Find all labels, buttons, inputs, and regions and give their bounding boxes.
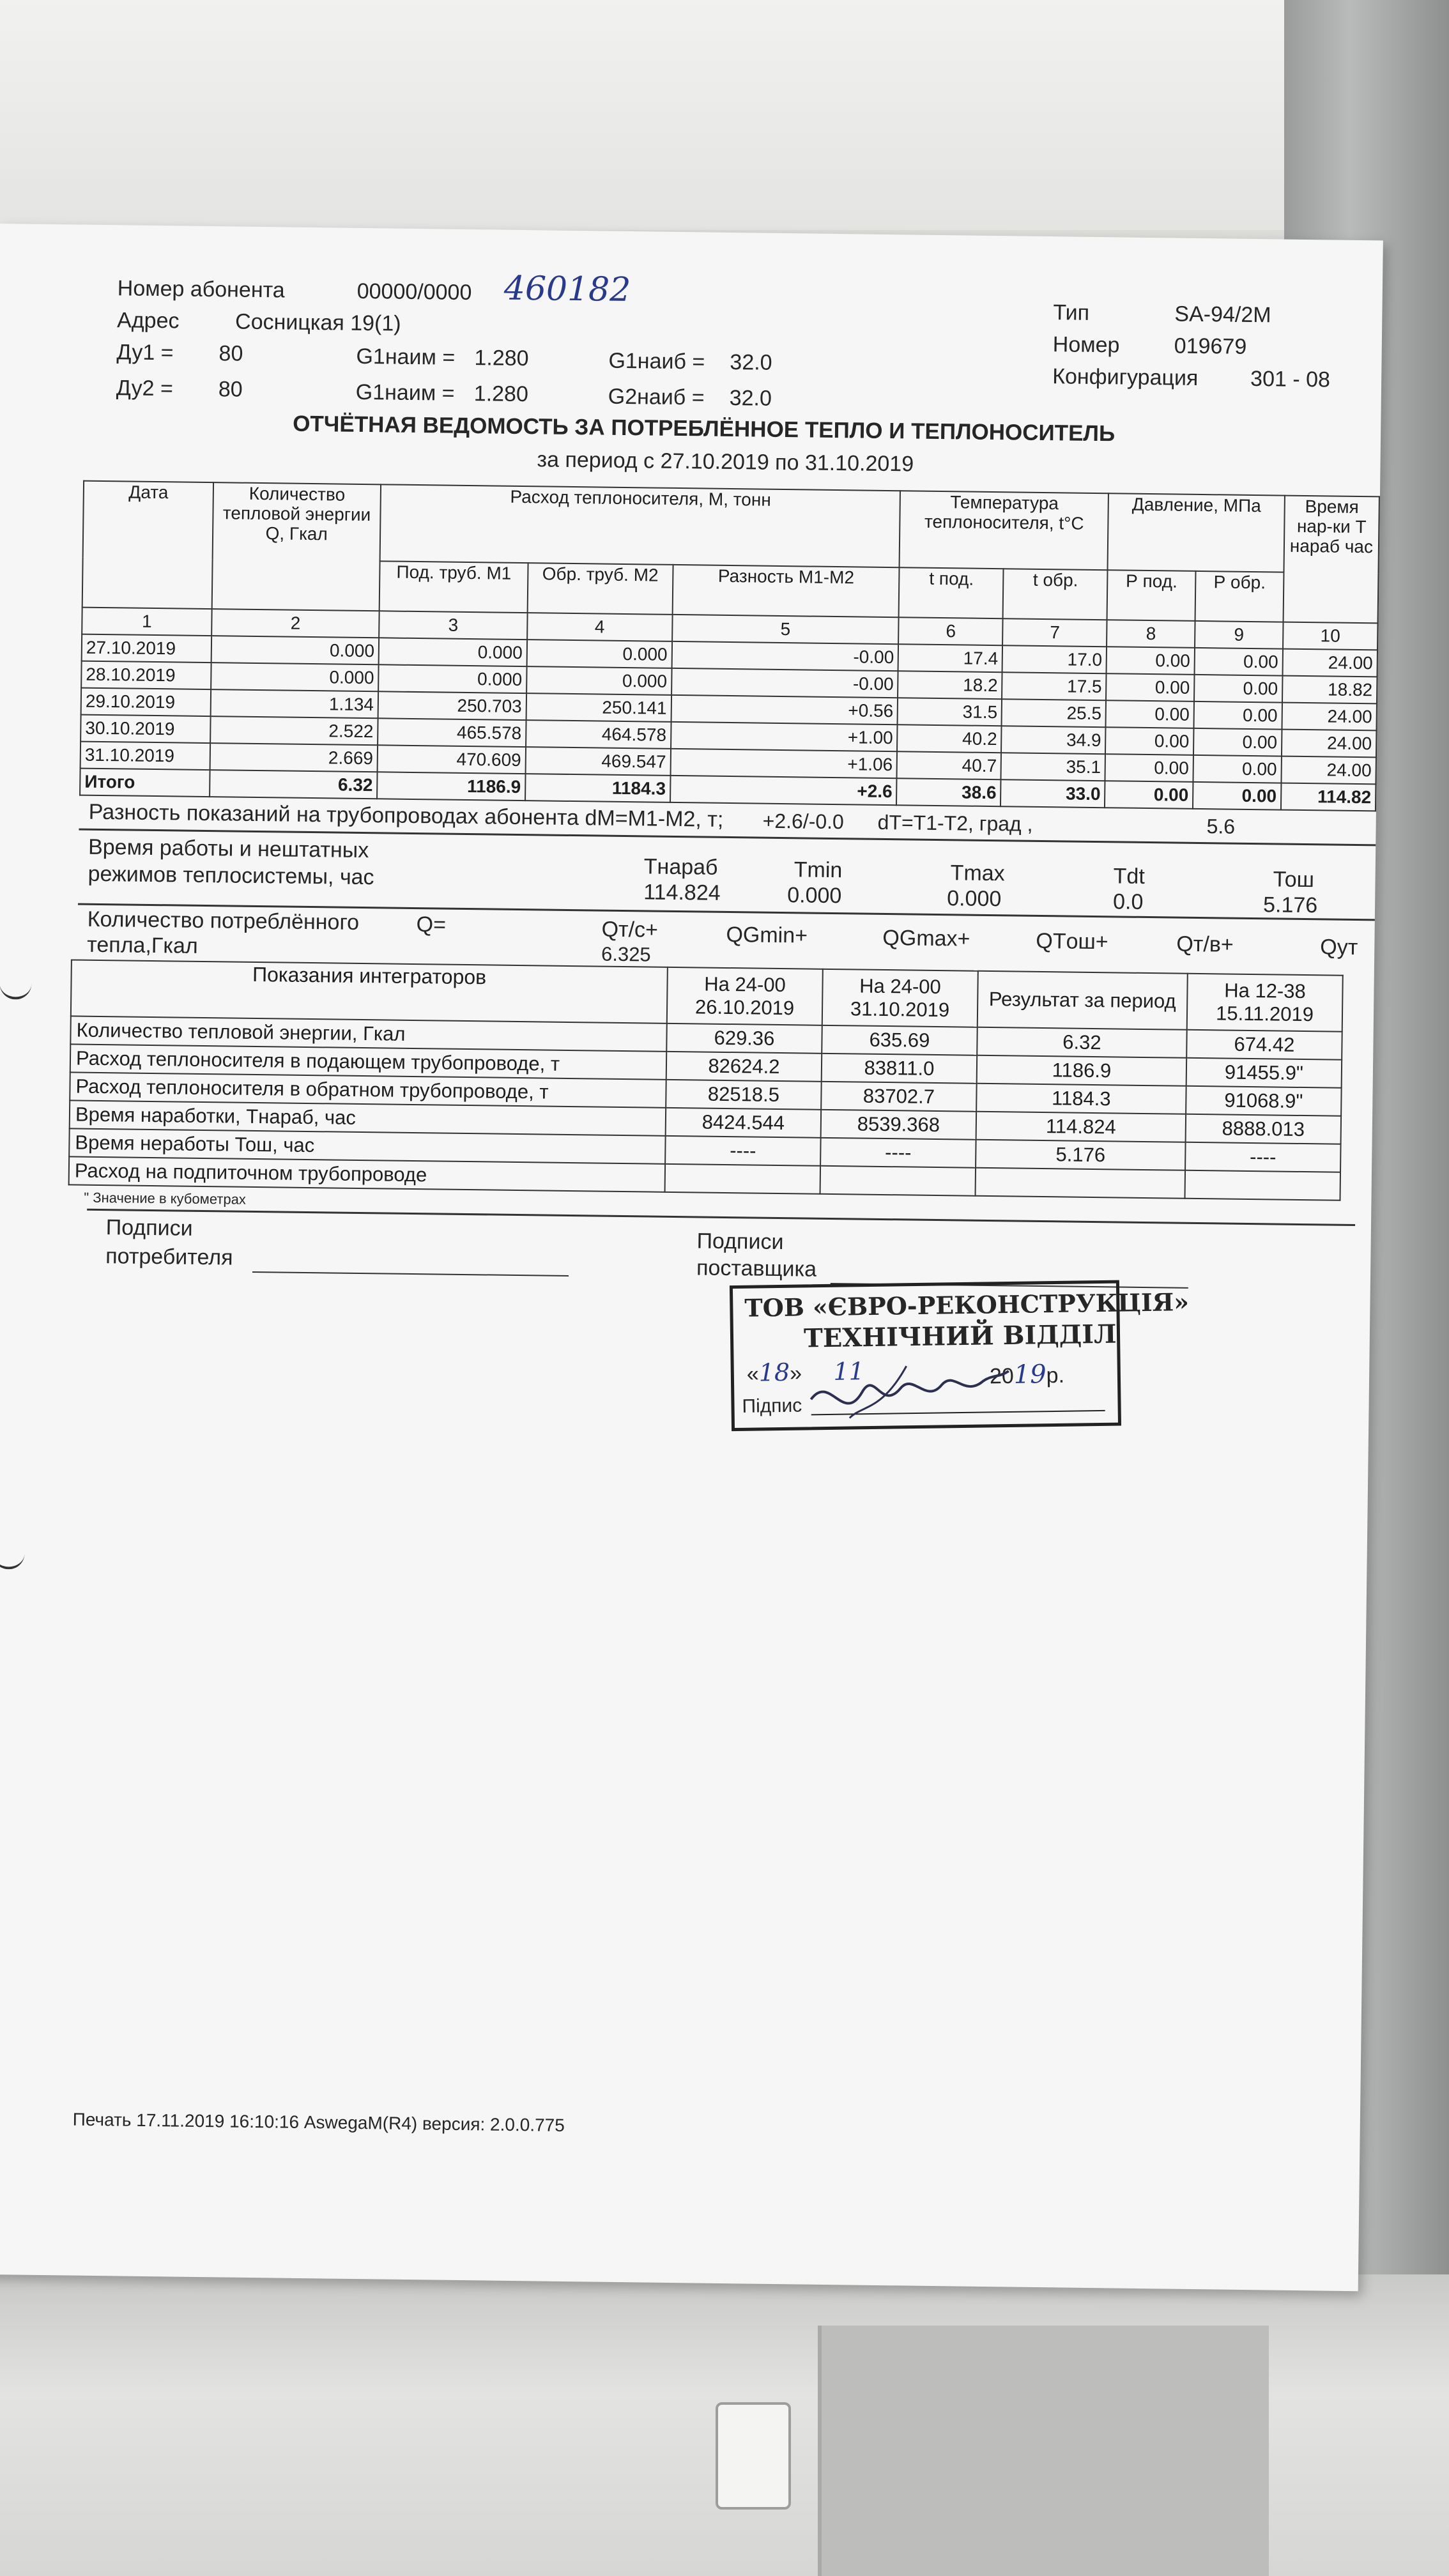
g1min2-label: G1наим =: [355, 379, 455, 406]
col-number: 7: [1002, 618, 1107, 647]
total-p-supply: 0.00: [1105, 781, 1193, 809]
header-t-return: t обр.: [1003, 569, 1108, 620]
worktime-label-2: режимов теплосистемы, час: [88, 861, 374, 890]
supplier-signature-label: Подписи: [696, 1229, 784, 1255]
diff-value: +2.6/-0.0: [762, 809, 845, 834]
address-label: Адрес: [116, 308, 180, 334]
integrator-v3: [976, 1168, 1186, 1199]
col-number: 3: [379, 611, 527, 640]
col-number: 4: [527, 613, 672, 641]
header-t-supply: t под.: [899, 567, 1004, 618]
integrator-label: Время наработки, Тнараб, час: [70, 1100, 666, 1135]
stamp-year-end: р.: [1046, 1363, 1065, 1388]
integrator-label: Количество тепловой энергии, Гкал: [70, 1016, 666, 1051]
cell-q: 2.522: [210, 716, 378, 745]
integrator-label: Время неработы Тош, час: [69, 1128, 665, 1163]
qtc-value: 6.325: [601, 942, 651, 966]
cell-p-return: 0.00: [1193, 728, 1282, 756]
daily-table: [79, 480, 1380, 812]
qut-label: Qут: [1320, 935, 1358, 960]
tdt-value: 0.0: [1112, 889, 1144, 914]
tmax-value: 0.000: [946, 886, 1002, 912]
qgmax-label: QGmax+: [882, 925, 970, 951]
du1-value: 80: [218, 341, 243, 366]
dt-label: dT=T1-T2, град ,: [877, 810, 1033, 836]
integrator-v1: 82518.5: [666, 1080, 822, 1110]
header-p-return: Р обр.: [1195, 571, 1284, 622]
wall-background: [0, 0, 1284, 230]
stamp-year-suffix: 19: [1013, 1360, 1046, 1390]
integrator-label: Расход теплоносителя в обратном трубопроводе, т: [70, 1072, 666, 1107]
cell-p-return: 0.00: [1195, 648, 1283, 676]
col-number: 8: [1107, 620, 1195, 648]
q-label: Q=: [416, 912, 447, 937]
stamp-date: «18» 11: [746, 1357, 865, 1387]
tnarab-value: 114.824: [643, 880, 721, 905]
integrator-v2: ----: [820, 1138, 976, 1168]
header-flow: Расход теплоносителя, М, тонн: [380, 484, 901, 567]
cell-worktime: 24.00: [1282, 703, 1377, 731]
cell-diff: +0.56: [671, 695, 898, 724]
cell-p-supply: 0.00: [1105, 754, 1193, 782]
g2max-label: G2наиб =: [608, 384, 705, 410]
header-temperature: Температура теплоносителя, t°C: [900, 491, 1108, 570]
cell-p-return: 0.00: [1194, 702, 1282, 730]
integrators-col-result: Результат за период: [977, 971, 1188, 1030]
device-type-value: SA-94/2M: [1174, 302, 1271, 328]
dt-value: 5.6: [1206, 815, 1236, 838]
col-number: 2: [211, 609, 379, 638]
punch-mark: [0, 1552, 25, 1570]
cell-p-supply: 0.00: [1107, 647, 1195, 675]
total-m2: 1184.3: [525, 774, 670, 802]
cell-q: 1.134: [211, 689, 379, 718]
header-worktime: Время нар-ки Т нараб час: [1283, 496, 1379, 624]
total-t-return: 33.0: [1000, 779, 1105, 808]
tdt-label: Tdt: [1113, 864, 1146, 889]
supplier-signature-label-2: поставщика: [696, 1255, 817, 1282]
du2-label: Ду2 =: [116, 376, 174, 401]
diff-label: Разность показаний на трубопроводах абонента dM=M1-M2, т;: [88, 799, 724, 832]
cell-date: 31.10.2019: [80, 742, 211, 770]
report-title: ОТЧЁТНАЯ ВЕДОМОСТЬ ЗА ПОТРЕБЛЁННОЕ ТЕПЛО И ТЕПЛОНОСИТЕЛЬ: [292, 411, 1116, 447]
footnote: " Значение в кубометрах: [84, 1189, 247, 1208]
col-number: 1: [82, 608, 212, 636]
cell-p-supply: 0.00: [1106, 700, 1194, 728]
integrator-v2: 83702.7: [821, 1082, 977, 1112]
integrator-v4: ----: [1185, 1142, 1341, 1172]
cell-worktime: 18.82: [1282, 676, 1377, 704]
cell-diff: +1.06: [670, 749, 897, 778]
header-m1: Под. труб. М1: [379, 561, 528, 613]
cell-t-return: 35.1: [1001, 753, 1105, 781]
integrator-v1: 82624.2: [666, 1052, 822, 1082]
stamp-department: ТЕХНІЧНИЙ ВІДДІЛ: [803, 1319, 1117, 1354]
qtv-label: Qт/в+: [1176, 931, 1234, 957]
cell-m1: 470.609: [378, 745, 526, 774]
g1max-value: 32.0: [730, 349, 772, 375]
cell-date: 29.10.2019: [81, 688, 211, 716]
header-diff: Разность М1-М2: [672, 565, 900, 617]
total-m1: 1186.9: [377, 772, 525, 801]
cell-m2: 250.141: [526, 693, 671, 722]
cell-m2: 0.000: [526, 640, 671, 668]
cell-q: 0.000: [211, 636, 379, 664]
header-m2: Обр. труб. М2: [528, 563, 673, 615]
integrator-v4: 674.42: [1186, 1030, 1342, 1060]
cell-t-supply: 31.5: [898, 698, 1002, 726]
col-number: 9: [1195, 621, 1283, 649]
integrator-v3: 5.176: [976, 1140, 1186, 1170]
divider: [87, 1209, 1355, 1226]
cell-worktime: 24.00: [1282, 649, 1377, 677]
device-number-label: Номер: [1052, 332, 1120, 358]
subscriber-label: Номер абонента: [117, 276, 285, 303]
tmax-label: Tmax: [950, 861, 1005, 886]
integrators-col-start: На 24-00 26.10.2019: [667, 967, 823, 1025]
printer-slot: [818, 2326, 1269, 2576]
consumer-signature-label-2: потребителя: [105, 1244, 233, 1270]
config-label: Конфигурация: [1052, 364, 1199, 390]
integrator-v3: 6.32: [977, 1027, 1187, 1058]
device-number-value: 019679: [1174, 334, 1247, 359]
stamp-company: ТОВ «ЄВРО-РЕКОНСТРУКЦІЯ»: [744, 1287, 1190, 1322]
cell-m2: 464.578: [526, 720, 671, 749]
col-number: 5: [672, 615, 899, 644]
integrator-v1: 8424.544: [666, 1108, 822, 1138]
cell-m1: 465.578: [378, 718, 526, 747]
du2-value: 80: [218, 377, 243, 402]
total-diff: +2.6: [670, 776, 897, 805]
total-t-supply: 38.6: [896, 778, 1000, 806]
integrator-label: Расход теплоносителя в подающем трубопроводе, т: [70, 1044, 666, 1079]
cell-p-supply: 0.00: [1106, 673, 1194, 702]
integrator-v1: ----: [665, 1136, 821, 1166]
integrator-v2: 8539.368: [821, 1110, 977, 1140]
cell-p-return: 0.00: [1193, 755, 1282, 783]
g1min2-value: 1.280: [473, 381, 529, 407]
col-number: 10: [1283, 622, 1378, 650]
stamp-day: 18: [758, 1358, 790, 1387]
cell-date: 28.10.2019: [81, 661, 211, 689]
cell-t-supply: 18.2: [898, 671, 1002, 699]
department-stamp: [730, 1280, 1190, 1431]
integrators-col-end: На 24-00 31.10.2019: [822, 969, 978, 1027]
cell-m2: 469.547: [525, 747, 670, 776]
cell-t-supply: 40.2: [897, 724, 1001, 753]
stamp-month: 11: [833, 1357, 865, 1386]
cell-t-return: 17.0: [1002, 645, 1107, 673]
cell-worktime: 24.00: [1282, 730, 1377, 758]
cell-p-supply: 0.00: [1105, 727, 1193, 755]
total-label: Итого: [80, 769, 210, 797]
total-worktime: 114.82: [1281, 783, 1376, 811]
stamp-year-prefix: 20: [989, 1363, 1015, 1389]
cell-date: 30.10.2019: [80, 715, 211, 743]
config-value: 301 - 08: [1250, 366, 1331, 392]
qtc-label: Qт/с+: [601, 917, 659, 942]
cell-t-supply: 40.7: [897, 751, 1001, 779]
report-period: за период с 27.10.2019 по 31.10.2019: [537, 447, 914, 477]
integrator-v3: 114.824: [976, 1112, 1186, 1142]
g1min-label: G1наим =: [356, 344, 456, 370]
integrator-v4: 91455.9": [1186, 1058, 1342, 1088]
cell-m2: 0.000: [526, 666, 671, 695]
worktime-label: Время работы и нештатных: [88, 834, 369, 863]
cell-diff: +1.00: [671, 722, 898, 751]
total-p-return: 0.00: [1193, 782, 1281, 810]
cell-diff: -0.00: [671, 641, 898, 671]
handwritten-subscriber-number: 460182: [503, 269, 631, 310]
cell-t-return: 17.5: [1002, 672, 1106, 700]
cell-m1: 250.703: [378, 691, 526, 720]
integrator-v2: 83811.0: [822, 1054, 977, 1084]
cell-date: 27.10.2019: [82, 634, 212, 663]
g1min-value: 1.280: [474, 346, 529, 371]
consumer-signature-label: Подписи: [105, 1215, 193, 1241]
integrator-v2: 635.69: [822, 1025, 977, 1055]
header-date: Дата: [82, 481, 213, 609]
tmin-value: 0.000: [787, 883, 842, 908]
header-heat-q: Количество тепловой энергии Q, Гкал: [212, 482, 381, 611]
device-type-label: Тип: [1053, 300, 1090, 325]
cell-p-return: 0.00: [1194, 675, 1282, 703]
heat-consumed-label-2: тепла,Гкал: [86, 932, 198, 958]
tosh-label: Тош: [1273, 867, 1315, 893]
qgmin-label: QGmin+: [726, 922, 808, 948]
col-number: 6: [899, 617, 1003, 645]
integrator-v2: [820, 1166, 976, 1196]
integrator-v1: [665, 1164, 821, 1194]
integrator-v3: 1186.9: [977, 1055, 1187, 1086]
consumer-signature-line: [252, 1271, 569, 1276]
print-line: Печать 17.11.2019 16:10:16 AswegaM(R4) версия: 2.0.0.775: [72, 2109, 565, 2136]
tnarab-label: Тнараб: [643, 854, 718, 880]
punch-mark: [0, 983, 31, 1000]
integrator-v1: 629.36: [666, 1023, 822, 1054]
integrators-col-current: На 12-38 15.11.2019: [1187, 974, 1343, 1032]
cell-worktime: 24.00: [1281, 756, 1376, 785]
stamp-signature-label: Підпис: [742, 1395, 802, 1417]
heat-consumed-label: Количество потреблённого: [87, 907, 360, 935]
cell-t-return: 34.9: [1001, 726, 1105, 754]
g1max-label: G1наиб =: [608, 348, 705, 374]
tosh-value: 5.176: [1262, 893, 1318, 918]
cell-diff: -0.00: [671, 668, 898, 698]
report-sheet: [0, 224, 1383, 2291]
integrator-v4: 91068.9": [1186, 1086, 1342, 1116]
integrator-v4: [1184, 1170, 1340, 1200]
integrator-label: Расход на подпиточном трубопроводе: [69, 1156, 665, 1192]
integrators-table: [68, 959, 1344, 1200]
header-p-supply: Р под.: [1107, 570, 1196, 621]
cell-t-return: 25.5: [1002, 699, 1106, 727]
cell-m1: 0.000: [378, 664, 526, 693]
g2max-value: 32.0: [729, 385, 772, 411]
tmin-label: Tmin: [793, 857, 843, 883]
cell-m1: 0.000: [379, 638, 527, 666]
integrators-title: Показания интеграторов: [71, 960, 668, 1023]
total-q: 6.32: [210, 770, 378, 799]
du1-label: Ду1 =: [116, 340, 174, 365]
address-value: Сосницкая 19(1): [234, 309, 401, 336]
header-pressure: Давление, МПа: [1108, 493, 1285, 572]
cell-q: 0.000: [211, 663, 379, 691]
cell-q: 2.669: [210, 743, 378, 772]
subscriber-number: 00000/0000: [356, 279, 472, 305]
printer-latch: [716, 2402, 791, 2510]
qtosh-label: QTош+: [1036, 928, 1108, 954]
integrator-v3: 1184.3: [976, 1084, 1186, 1114]
integrator-v4: 8888.013: [1186, 1114, 1342, 1144]
handwritten-signature: [804, 1352, 1016, 1425]
cell-t-supply: 17.4: [898, 644, 1002, 672]
